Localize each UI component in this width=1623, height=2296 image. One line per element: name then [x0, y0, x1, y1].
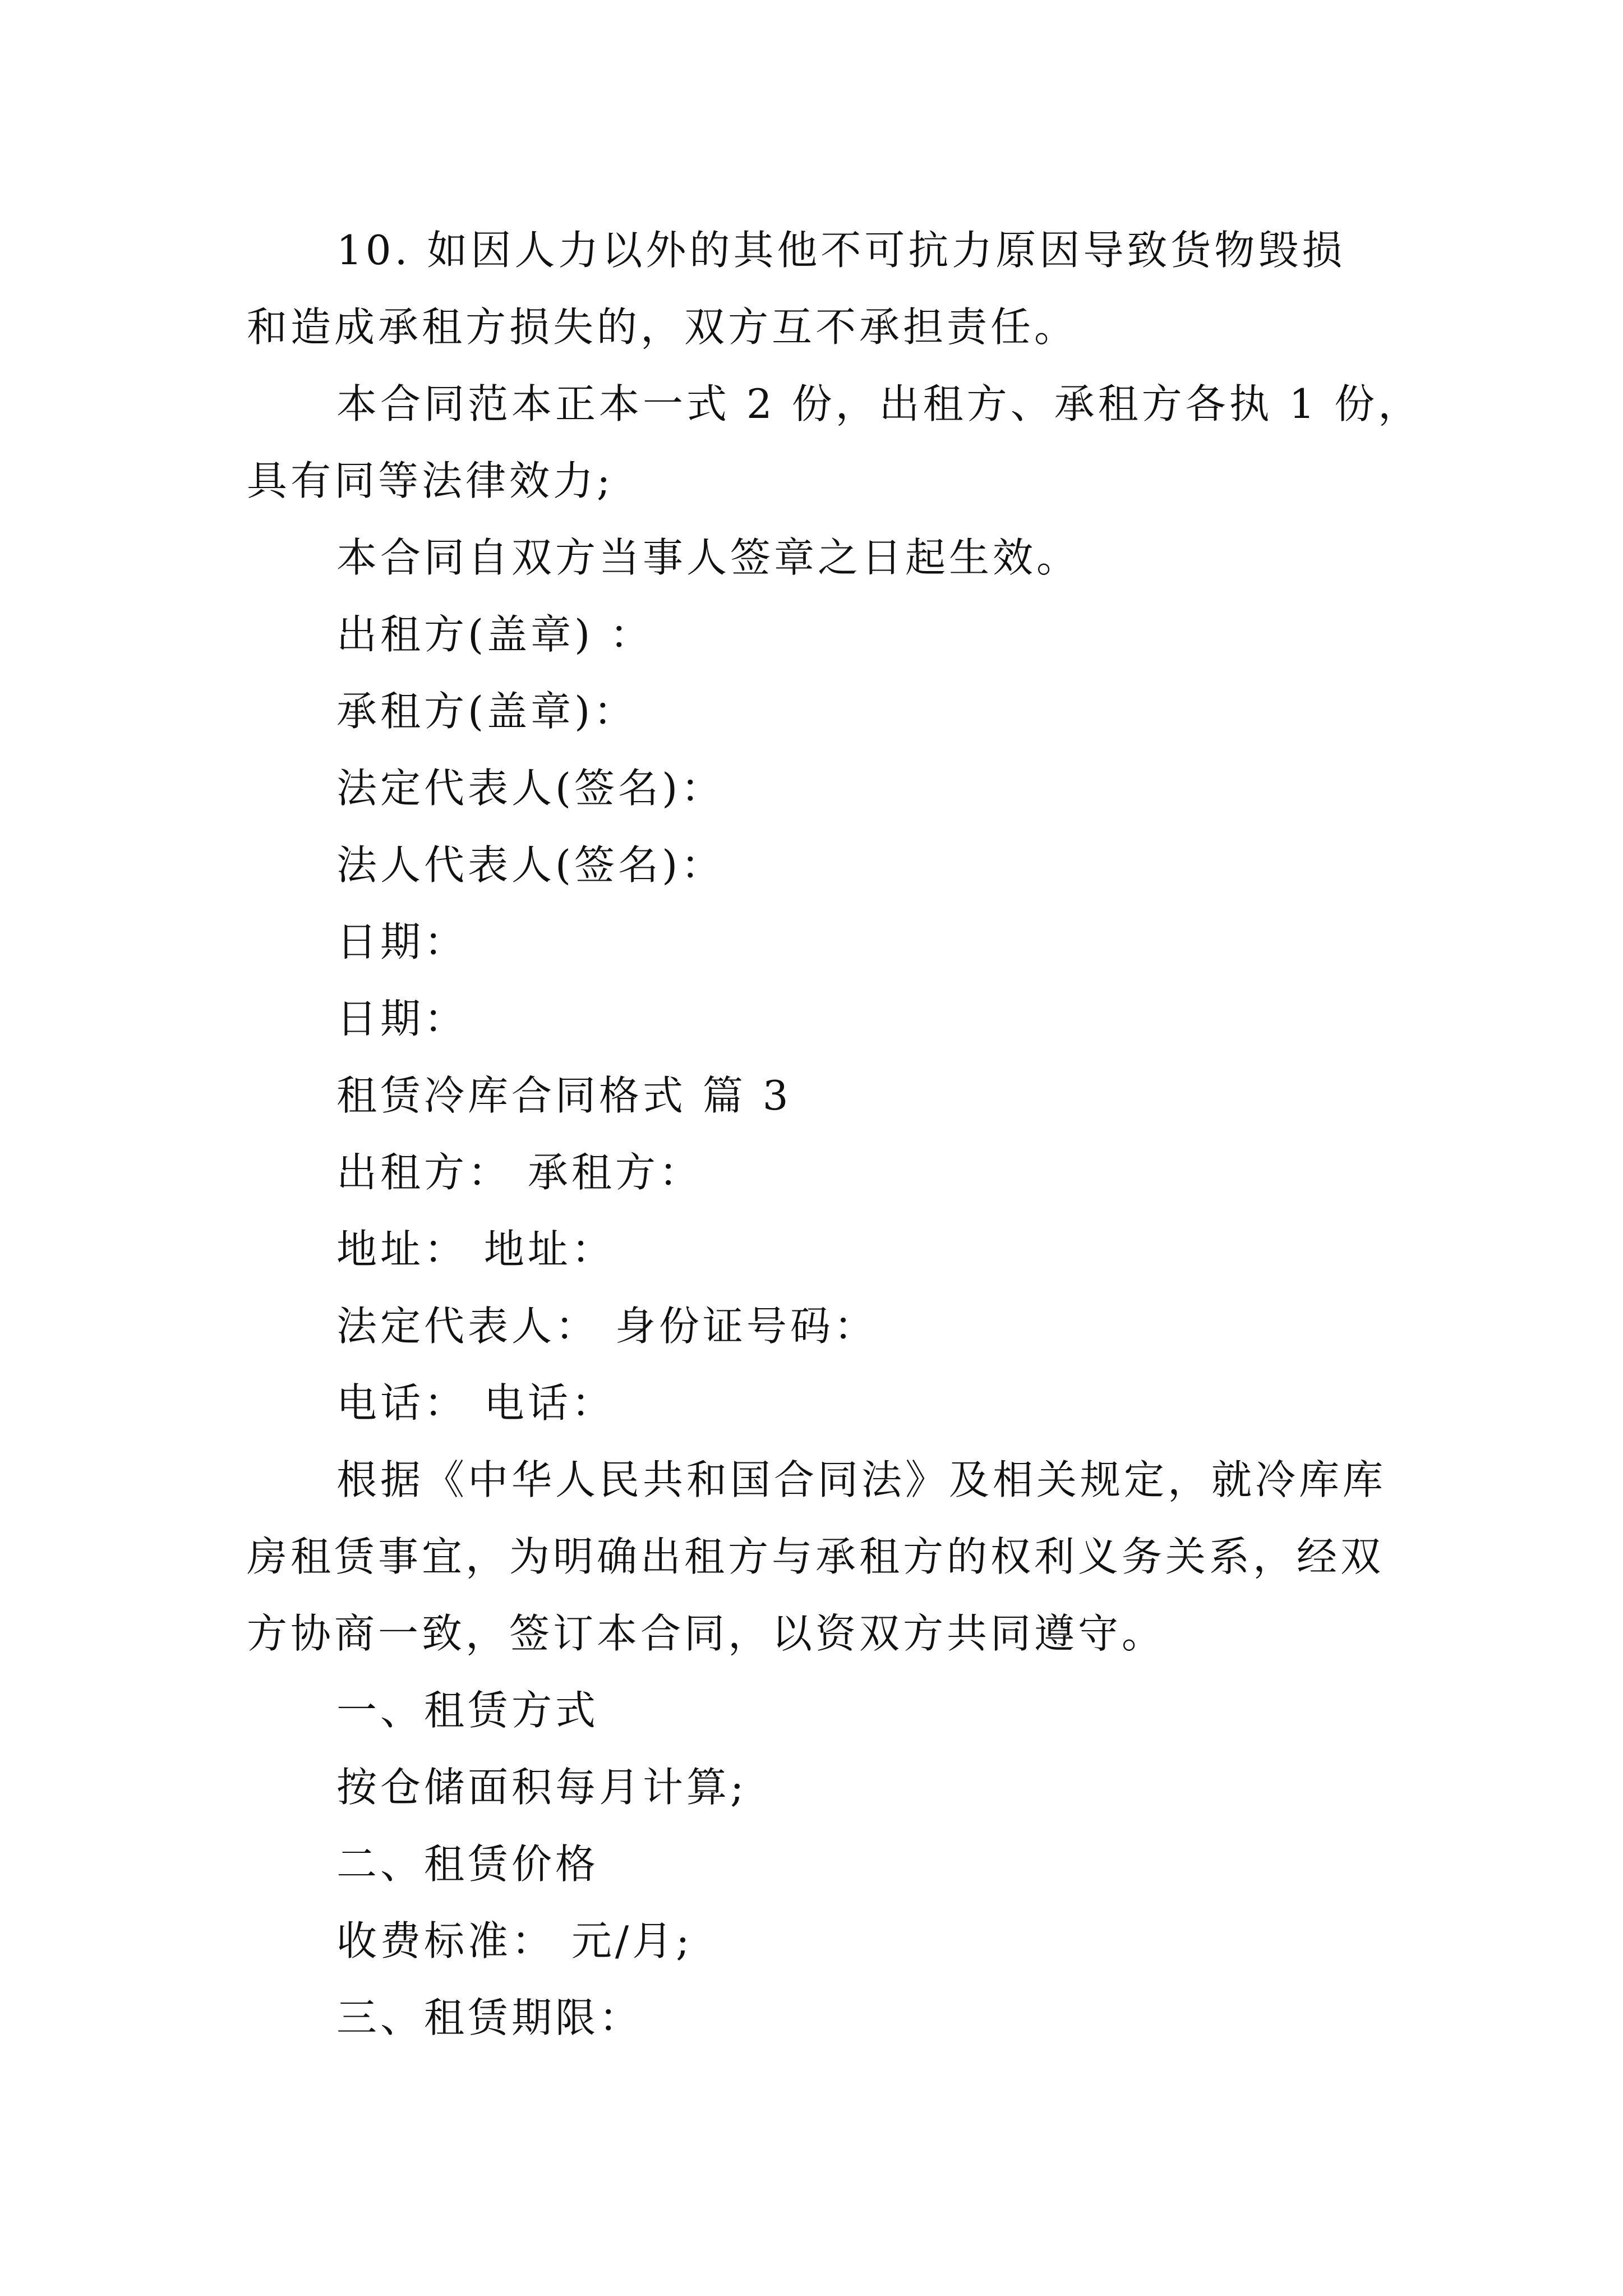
- clause-text-1: 按仓储面积每月计算;: [336, 1764, 748, 1811]
- paragraph-line-17: 根据《中华人民共和国合同法》及相关规定，就冷库库: [336, 1456, 1387, 1503]
- clause-heading-1: 一、租赁方式: [336, 1687, 600, 1734]
- section-heading: 租赁冷库合同格式 篇 3: [336, 1072, 792, 1119]
- paragraph-line-18: 房租赁事宜，为明确出租方与承租方的权利义务关系，经双: [247, 1533, 1385, 1580]
- address-line: 地址： 地址：: [336, 1226, 615, 1273]
- clause-text-2: 收费标准： 元/月;: [336, 1917, 693, 1964]
- lessee-seal-line: 承租方(盖章)：: [336, 688, 638, 735]
- paragraph-line-5: 本合同自双方当事人签章之日起生效。: [336, 534, 1081, 581]
- document-body: [247, 212, 1422, 2056]
- paragraph-line-4: 具有同等法律效力;: [247, 457, 614, 504]
- lessor-seal-line: 出租方(盖章) ：: [336, 611, 654, 658]
- paragraph-line-19: 方协商一致，签订本合同，以资双方共同遵守。: [247, 1610, 1166, 1657]
- paragraph-line-3: 本合同范本正本一式 2 份，出租方、承租方各执 1 份，: [336, 380, 1422, 427]
- phone-line: 电话： 电话：: [336, 1379, 615, 1427]
- paragraph-line-2: 和造成承租方损失的，双方互不承担责任。: [247, 303, 1078, 351]
- corporate-representative-signature-line: 法人代表人(签名)：: [336, 841, 725, 889]
- paragraph-line-1: 10. 如因人力以外的其他不可抗力原因导致货物毁损: [336, 227, 1346, 274]
- clause-heading-2: 二、租赁价格: [336, 1841, 600, 1888]
- representative-id-line: 法定代表人： 身份证号码：: [336, 1303, 878, 1350]
- parties-line: 出租方： 承租方：: [336, 1149, 703, 1196]
- date-line-1: 日期：: [336, 918, 468, 965]
- clause-heading-3: 三、租赁期限：: [336, 1994, 643, 2041]
- date-line-2: 日期：: [336, 995, 468, 1042]
- legal-representative-signature-line: 法定代表人(签名)：: [336, 765, 725, 812]
